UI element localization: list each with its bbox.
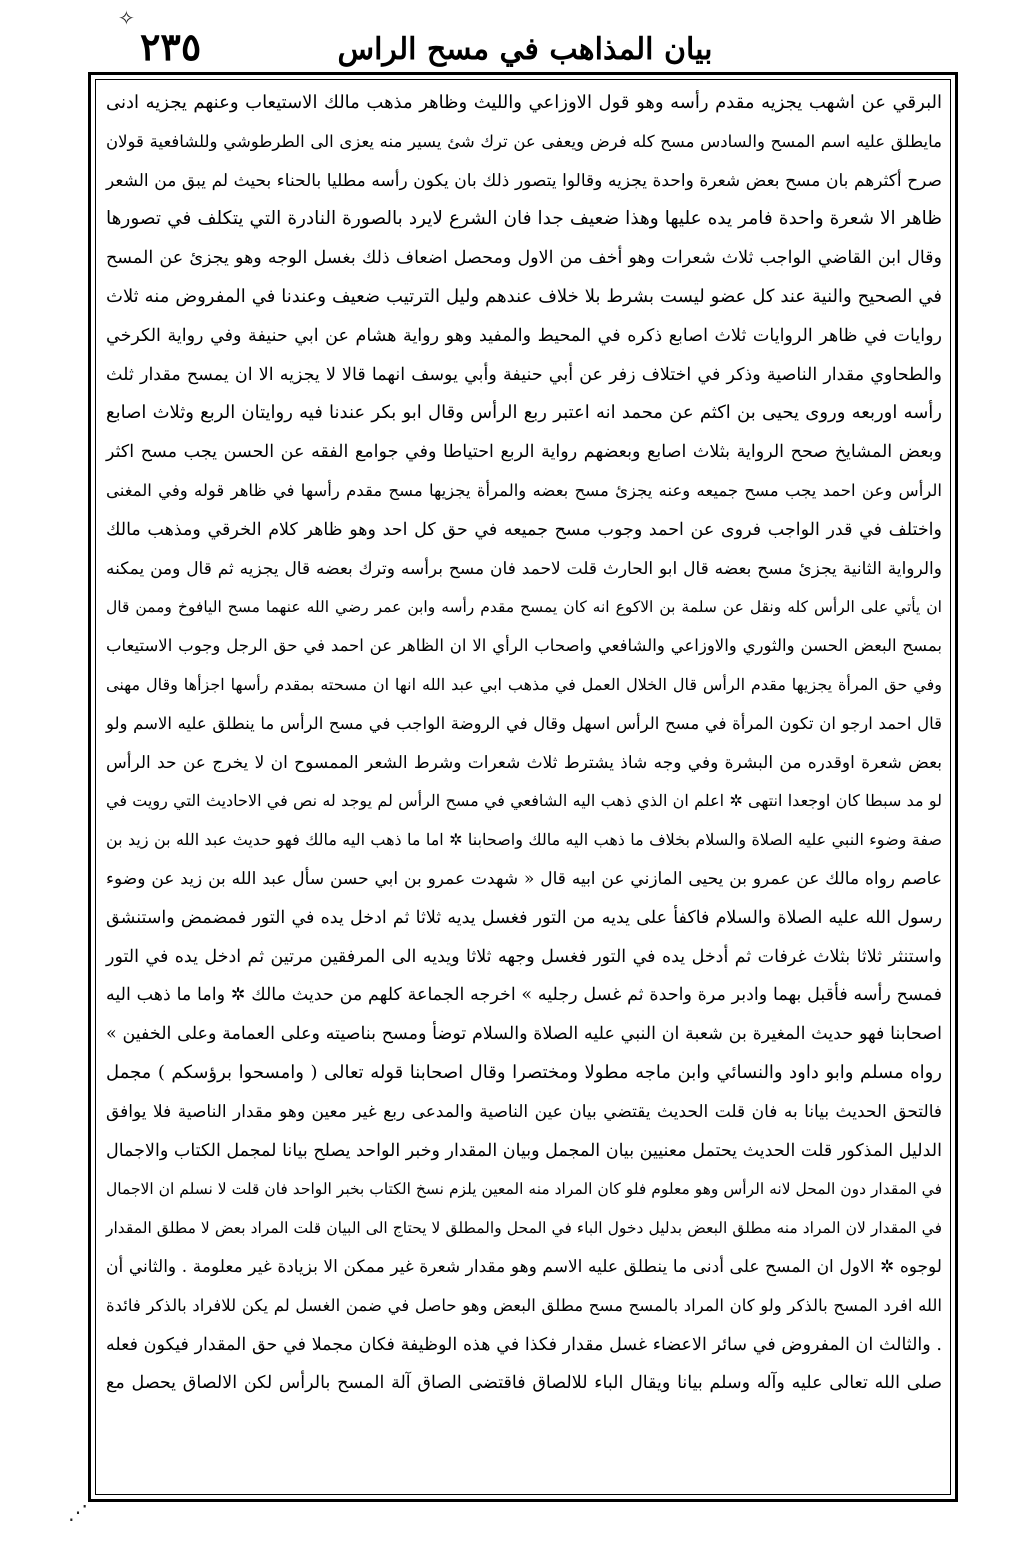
running-title: بيان المذاهب في مسح الراس [337,32,713,67]
text-line: ظاهر الا شعرة واحدة فامر يده عليها وهذا ضعيف جدا فان الشرع لايرد بالصورة النادرة التي يتكلف في تصورها [106,208,942,230]
text-line: اصحابنا فهو حديث المغيرة بن شعبة ان النبي عليه الصلاة والسلام توضأ ومسح بناصيته وعلى العمامة وعلى الخفين » [106,1024,942,1045]
text-line: روايات في ظاهر الروايات ثلاث اصابع ذكره في المحيط والمفيد وهو رواية هشام عن ابي حنيفة وفي رواية الكرخي [106,325,942,346]
text-line: مايطلق عليه اسم المسح والسادس مسح كله فرض ويعفى عن ترك شئ يسير منه يعزى الى الطرطوشي وللشافعية قولان [106,131,942,151]
text-line: رواه مسلم وابو داود والنسائي وابن ماجه مطولا ومختصرا وقال اصحابنا قوله تعالى ( وامسحوا برؤسكم ) مجمل [106,1061,942,1083]
text-line: وبعض المشايخ صحح الرواية بثلاث اصابع وبعضهم رواية الربع احتياطا وفي جوامع الفقه عن الحسن يجب مسح اكثر [106,442,942,463]
text-line: الدليل المذكور قلت الحديث يحتمل معنيين بيان المجمل وبيان المقدار وخبر الواحد يصلح بيانا لمجمل الكتاب والاجمال [106,1140,942,1161]
text-line: في المقدار لان المراد منه مطلق البعض بدليل دخول الباء في المحل والمطلق لا يحتاج الى البيان قلت المراد بعض لا مطلق المقدار [106,1219,942,1238]
text-line: البرقي عن اشهب يجزيه مقدم رأسه وهو قول الاوزاعي والليث وظاهر مذهب مالك الاستيعاب وعنهم يجزيه ادنى [106,92,942,113]
scan-speck-top: ✧ [118,6,135,30]
text-line: ان يأتي على الرأس كله ونقل عن سلمة بن الاكوع انه كان يمسح مقدم رأسه وابن عمر رضي الله عنهما مسح اليافوخ وممن قال [106,598,942,617]
text-line: رسول الله عليه الصلاة والسلام فاكفأ على يديه من التور فغسل يديه ثلاثا ثم ادخل يده في التور فمضمض واستنشق [106,907,942,928]
text-line: بمسح البعض الحسن والثوري والاوزاعي والشافعي واصحاب الرأي الا ان الظاهر عن احمد في حق الرجل وجوب الاستيعاب [106,636,942,656]
text-line: بعض شعرة اوقدره من البشرة وفي وجه شاذ يشترط ثلاث شعرات وشرط الشعر الممسوح ان لا يخرج عن حد الرأس [106,752,942,773]
text-line: صلى الله تعالى عليه وآله وسلم بيانا ويقال الباء للالصاق فاقتضى الصاق آلة المسح بالرأس لكن الالصاق يحصل مع [106,1373,942,1394]
page-number: ٢٣٥ [140,24,202,69]
text-line: لوجوه ✲ الاول ان المسح على أدنى ما ينطلق عليه الاسم وهو مقدار شعرة غير ممكن الا بزيادة غير معلومة . والثاني أن [106,1256,942,1277]
text-line: في الصحيح والنية عند كل عضو ليست بشرط بلا خلاف عندهم وليل الترتيب ضعيف وعندنا في المفروض منه ثلاث [106,285,942,307]
text-line: وفي حق المرأة يجزيها مقدم الرأس قال الخلال العمل في مذهب ابي عبد الله انها ان مسحته بمقدم رأسها اجزأها وقال مهنى [106,674,942,694]
text-line: لو مد سبطا كان اوجعدا انتهى ✲ اعلم ان الذي ذهب اليه الشافعي في مسح الرأس لم يوجد له نص في الاحاديث التي رويت في [106,791,942,811]
text-line: في المقدار دون المحل لانه الرأس وهو معلوم فلو كان المراد منه المعين يلزم نسخ الكتاب بخبر الواحد فان قلت لا نسلم ان الاجمال [106,1180,942,1199]
text-line: صرح أكثرهم بان مسح بعض شعرة واحدة يجزيه وقالوا يتصور ذلك بان يكون رأسه مطليا بالحناء بحيث لم يبق من الشعر [106,170,942,191]
text-line: عاصم رواه مالك عن عمرو بن يحيى المازني عن ابيه قال « شهدت عمرو بن ابي حسن سأل عبد الله بن زيد عن وضوء [106,868,942,889]
text-line: فالتحق الحديث بيانا به فان قلت الحديث يقتضي بيان عين الناصية والمدعى ربع غير معين وهو مقدار الناصية فلا يوافق [106,1101,942,1122]
text-line [100,1403,948,1442]
text-line: والطحاوي مقدار الناصية وذكر في اختلاف زفر عن أبي حنيفة وأبي يوسف انهما قالا لا يجزيه الا ان يمسح مقدار ثلث [106,364,942,385]
text-line: رأسه اوربعه وروى يحيى بن اكثم عن محمد انه اعتبر ربع الرأس وقال ابو بكر عندنا فيه روايتان الربع وثلاث اصابع [106,402,942,424]
text-line: صفة وضوء النبي عليه الصلاة والسلام بخلاف ما ذهب اليه مالك واصحابنا ✲ اما ما ذهب اليه مالك فهو حديث عبد الله بن زيد بن [106,830,942,850]
body-text [100,84,948,1492]
text-line: قال احمد ارجو ان تكون المرأة في مسح الرأس اسهل وقال في الروضة الواجب في مسح الرأس ما ينطلق عليه الاسم ولو [106,713,942,733]
text-line: واستنثر ثلاثا بثلاث غرفات ثم أدخل يده في التور فغسل وجهه ثلاثا ويديه الى المرفقين مرتين ثم ادخل يده في التور [106,946,942,967]
scan-speck-bottom: ⋰ [68,1500,88,1524]
text-line: واختلف في قدر الواجب فروى عن احمد وجوب مسح جميعه في حق كل احد وهو ظاهر كلام الخرقي ومذهب مالك [106,519,942,540]
text-line: وقال ابن القاضي الواجب ثلاث شعرات وهو أخف من الاول ومحصل اضعاف ذلك بغسل الوجه وهو يجزئ عن المسح [106,248,942,269]
text-line: الرأس وعن احمد يجب مسح جميعه وعنه يجزئ مسح بعضه والمرأة يجزيها مسح مقدم رأسها في ظاهر قوله وفي المغنى [106,480,942,500]
text-line: . والثالث ان المفروض في سائر الاعضاء غسل مقدار فكذا في هذه الوظيفة فكان مجملا في حق المقدار فيكون فعله [106,1334,942,1355]
text-line: والرواية الثانية يجزئ مسح بعضه قال ابو الحارث قلت لاحمد فان مسح برأسه وترك بعضه قال يجزيه ثم قال ومن يمكنه [106,558,942,579]
text-line: الله افرد المسح بالذكر ولو كان المراد بالمسح مسح مطلق البعض وهو حاصل في ضمن الغسل لم يكن للافراد بالذكر فائدة [106,1295,942,1315]
text-line: فمسح رأسه فأقبل بهما وادبر مرة واحدة ثم غسل رجليه » اخرجه الجماعة كلهم من حديث مالك ✲ واما ما ذهب اليه [106,985,942,1006]
